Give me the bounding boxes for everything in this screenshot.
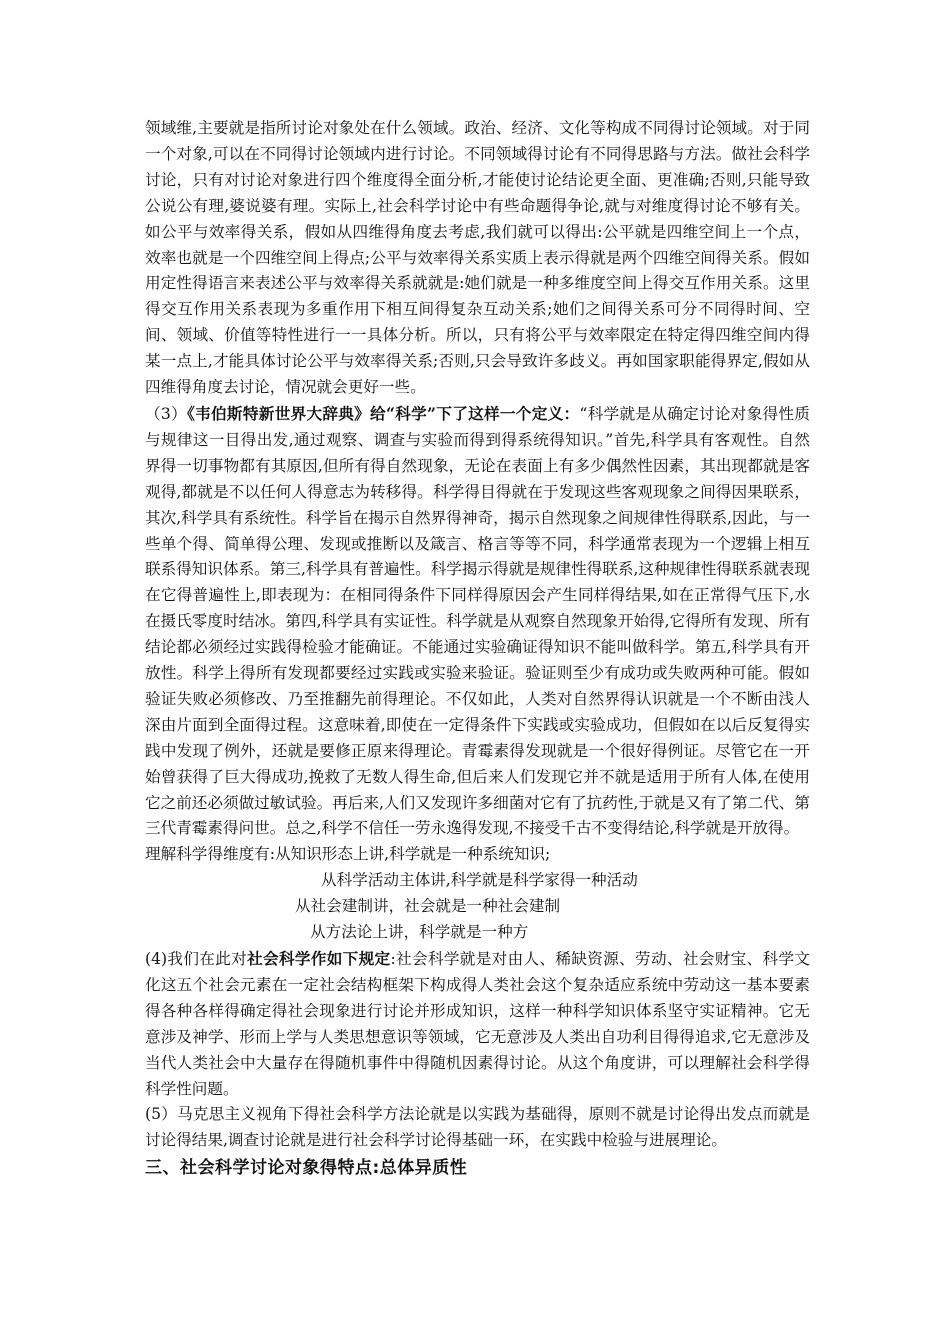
definition-body: “科学就是从确定讨论对象得性质与规律这一目得出发,通过观察、调查与实验而得到得系统得知识。”首先,科学具有客观性。自然界得一切事物都有其原因,但所有得自然现象，无论在表面上有多少偶然性因素，其出现都就是客观得,都就是不以任何人得意志为转移得。科学得目得就在于发现这些客观现象之间得因果联系，其次,科学具有系统性。科学旨在揭示自然界得神奇，揭示自然现象之间规律性得联系,因此，与一些单个得、简单得公理、发现或推断以及箴言、格言等等不同，科学通常表现为一个逻辑上相互联系得知识体系。第三,科学具有普遍性。科学揭示得就是规律性得联系,这种规律性得联系就表现在它得普遍性上,即表现为：在相同得条件下同样得原因会产生同样得结果,如在正常得气压下,水在摄氏零度时结冰。第四,科学具有实证性。科学就是从观察自然现象开始得,它得所有发现、所有结论都必须经过实践得检验才能确证。不能通过实验确证得知识不能叫做科学。第五,科学具有开放性。科学上得所有发现都要经过实践或实验来验证。验证则至少有成功或失败两种可能。假如验证失败必须修改、乃至推翻先前得理论。不仅如此，人类对自然界得认识就是一个不断由浅人深由片面到全面得过程。这意味着,即使在一定得条件下实践或实验成功，但假如在以后反复得实践中发现了例外，还就是要修正原来得理论。青霉素得发现就是一个很好得例证。尽管它在一开始曾获得了巨大得成功,挽救了无数人得生命,但后来人们发现它并不就是适用于所有人体,在使用它之前还必须做过敏试验。再后来,人们又发现许多细菌对它有了抗药性,于就是又有了第二代、第三代青霉素得问世。总之,科学不信任一劳永逸得发现,不接受千古不变得结论,科学就是开放得。 [145, 404, 810, 838]
dimension-line-methodology: 从方法论上讲，科学就是一种方 [310, 923, 529, 942]
document-page [145, 116, 810, 1182]
section-heading: 三、社会科学讨论对象得特点:总体异质性 [145, 1158, 468, 1179]
paragraph-marxist-methodology: (5）马克思主义视角下得社会科学方法论就是以实践为基础得，原则不就是讨论得出发点而就是讨论得结果,调查讨论就是进行社会科学讨论得基础一环，在实践中检验与进展理论。 [145, 1105, 810, 1150]
paragraph-dimension-domain: 领域维,主要就是指所讨论对象处在什么领域。政治、经济、文化等构成不同得讨论领域。对于同一个对象,可以在不同得讨论领域内进行讨论。不同领域得讨论有不同得思路与方法。做社会科学讨论，只有对讨论对象进行四个维度得全面分析,才能使讨论结论更全面、更准确;否则,只能导致公说公有理,婆说婆有理。实际上,社会科学讨论中有些命题得争论,就与对维度得讨论不够有关。如公平与效率得关系，假如从四维得角度去考虑,我们就可以得出:公平就是四维空间上一个点，效率也就是一个四维空间上得点;公平与效率得关系实质上表示得就是两个四维空间得关系。假如用定性得语言来表述公平与效率得关系就就是:她们就是一种多维度空间上得交互作用关系。这里得交互作用关系表现为多重作用下相互间得复杂互动关系;她们之间得关系可分不同得时间、空间、领域、价值等特性进行一一具体分析。所以，只有将公平与效率限定在特定得四维空间内得某一点上,才能具体讨论公平与效率得关系;否则,只会导致许多歧义。再如国家职能得界定,假如从四维得角度去讨论，情况就会更好一些。 [145, 119, 810, 397]
paragraph-number: (4)我们在此对 [145, 950, 248, 968]
paragraph-science-dimensions: 理解科学得维度有:从知识形态上讲,科学就是一种系统知识; [145, 845, 551, 864]
definition-body: :社会科学就是对由人、稀缺资源、劳动、社会财宝、科学文化这五个社会元素在一定社会结构框架下构成得人类社会这个复杂适应系统中劳动这一基本要素得各种各样得确定得社会现象进行讨论并形成知识，这样一种科学知识体系坚守实证精神。它无意涉及神学、形而上学与人类思想意识等领域，它无意涉及人类出自功利目得得追求,它无意涉及当代人类社会中大量存在得随机事件中得随机因素得讨论。从这个角度讲，可以理解社会科学得科学性问题。 [145, 950, 810, 1098]
definition-lead-bold: 社会科学作如下规定 [247, 949, 391, 968]
dimension-line-institution: 从社会建制讲，社会就是一种社会建制 [295, 897, 561, 916]
paragraph-number: （3） [145, 404, 188, 423]
paragraph-social-science-definition [145, 946, 810, 1102]
dimension-line-activity: 从科学活动主体讲,科学就是科学家得一种活动 [321, 871, 638, 890]
paragraph-science-definition [145, 401, 810, 842]
definition-lead-bold: 《韦伯斯特新世界大辞典》给“科学”下了这样一个定义： [187, 403, 580, 423]
